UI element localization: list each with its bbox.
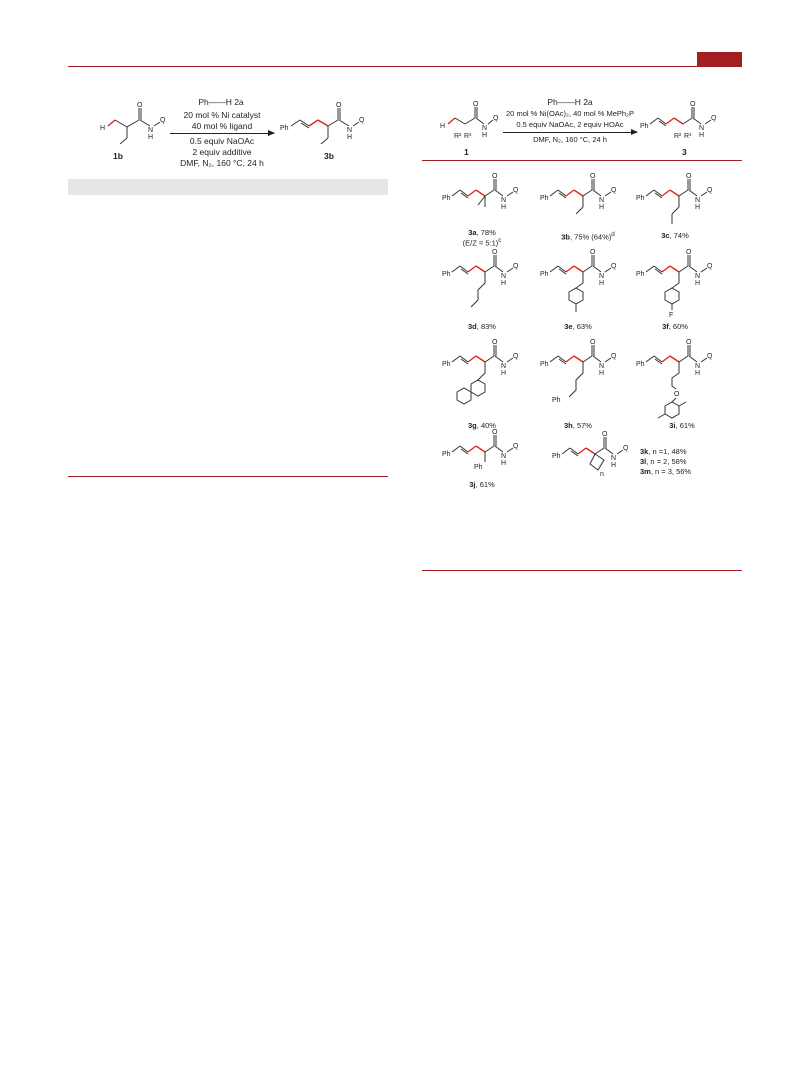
- svg-text:Ph: Ph: [280, 125, 289, 132]
- product-3h-structure: [540, 339, 620, 417]
- svg-text:N: N: [148, 127, 154, 134]
- svg-text:H: H: [695, 204, 701, 211]
- caption-3b: 3b, 75% $(64\%)^d$: [561, 231, 615, 242]
- product-3j-structure: [442, 429, 522, 476]
- svg-text:N: N: [695, 273, 701, 280]
- svg-text:Q: Q: [611, 263, 617, 270]
- product-3k-3m-structure: [552, 431, 634, 484]
- svg-text:N: N: [347, 127, 353, 134]
- svg-text:O: O: [590, 173, 596, 180]
- product-3b-structure: [540, 173, 620, 220]
- svg-text:R²: R²: [674, 133, 682, 140]
- svg-text:Q: Q: [513, 187, 519, 194]
- product-3-structure: [640, 101, 726, 144]
- svg-text:O: O: [492, 249, 498, 256]
- svg-text:Ph: Ph: [540, 271, 549, 278]
- caption-3d: 3d, 83%: [468, 322, 496, 331]
- svg-text:O: O: [602, 431, 608, 438]
- svg-text:Ph: Ph: [552, 397, 561, 404]
- svg-text:H: H: [599, 204, 605, 211]
- caption-3m: 3m, n = 3, 56%: [640, 467, 692, 477]
- condition-line: 0.5 equiv NaOAc, 2 equiv HOAc: [516, 120, 624, 129]
- svg-text:N: N: [699, 125, 705, 132]
- svg-text:H: H: [611, 462, 617, 469]
- condition-line: 20 mol % Ni catalyst: [183, 110, 261, 120]
- svg-text:R³: R³: [464, 133, 472, 140]
- product-3e-structure: [540, 249, 620, 322]
- table-top-rule: [422, 160, 742, 161]
- svg-text:Ph: Ph: [442, 451, 451, 458]
- atom-label: H: [100, 125, 106, 132]
- caption-3k: 3k, n =1, 48%: [640, 447, 687, 456]
- svg-text:H: H: [148, 134, 154, 141]
- table-bottom-rule: [68, 476, 388, 477]
- svg-text:Ph: Ph: [540, 195, 549, 202]
- svg-text:Ph: Ph: [442, 195, 451, 202]
- svg-text:O: O: [686, 339, 692, 346]
- product-3a-structure: [442, 173, 522, 220]
- condition-line: DMF, N₂, 160 °C, 24 h: [533, 135, 607, 144]
- substrate-1b-structure: [100, 104, 170, 148]
- product-label: 3b: [324, 151, 334, 161]
- svg-text:Q: Q: [611, 187, 617, 194]
- svg-text:O: O: [492, 173, 498, 180]
- caption-3a: 3a, 78%: [468, 228, 496, 237]
- svg-text:N: N: [599, 363, 605, 370]
- svg-text:O: O: [590, 249, 596, 256]
- svg-text:Q: Q: [707, 187, 713, 194]
- svg-text:Q: Q: [707, 353, 713, 360]
- svg-text:H: H: [501, 280, 507, 287]
- condition-line: 20 mol % Ni(OAc)₂, 40 mol % MePh₂P: [506, 109, 634, 118]
- svg-text:N: N: [501, 453, 507, 460]
- svg-text:H: H: [599, 370, 605, 377]
- svg-text:O: O: [590, 339, 596, 346]
- svg-text:H: H: [347, 134, 353, 141]
- caption-3f: 3f, 60%: [662, 322, 688, 331]
- condition-line: 0.5 equiv NaOAc: [189, 136, 255, 146]
- caption-3e: 3e, 63%: [564, 322, 592, 331]
- caption-3a-note: (E/Z = 5:1)$^c$: [462, 237, 502, 248]
- svg-text:O: O: [492, 429, 498, 436]
- svg-text:Ph: Ph: [442, 271, 451, 278]
- product-3c-structure: [636, 173, 716, 226]
- reagent-2a: Ph——H 2a: [547, 97, 593, 107]
- caption-3i: 3i, 61%: [669, 421, 695, 430]
- svg-text:H: H: [440, 123, 446, 130]
- svg-text:F: F: [669, 312, 674, 319]
- svg-text:O: O: [336, 102, 342, 109]
- caption-3g: 3g, 40%: [468, 421, 496, 430]
- svg-text:N: N: [611, 455, 617, 462]
- substrate-1-structure: [440, 101, 500, 144]
- svg-text:Ph: Ph: [640, 123, 649, 130]
- svg-text:Ph: Ph: [636, 271, 645, 278]
- svg-text:R²: R²: [454, 133, 462, 140]
- svg-text:O: O: [492, 339, 498, 346]
- svg-text:H: H: [482, 132, 488, 139]
- svg-text:N: N: [695, 197, 701, 204]
- reaction-arrow: [503, 132, 637, 133]
- svg-text:Q: Q: [513, 443, 519, 450]
- table-header-band: [68, 179, 388, 195]
- condition-line: 2 equiv additive: [192, 147, 252, 157]
- svg-text:Ph: Ph: [474, 464, 483, 471]
- header-tab: [697, 52, 742, 66]
- svg-text:H: H: [695, 280, 701, 287]
- svg-text:Q: Q: [707, 263, 713, 270]
- svg-text:Ph: Ph: [442, 361, 451, 368]
- substrate-label: 1: [464, 147, 469, 157]
- svg-text:Q: Q: [711, 115, 717, 122]
- svg-text:O: O: [473, 101, 479, 108]
- svg-text:O: O: [137, 102, 143, 109]
- product-3b-structure: [280, 104, 376, 148]
- svg-text:N: N: [501, 197, 507, 204]
- svg-text:Q: Q: [160, 117, 166, 124]
- substrate-label: 1b: [113, 151, 123, 161]
- svg-text:N: N: [599, 273, 605, 280]
- svg-text:Q: Q: [513, 263, 519, 270]
- svg-text:H: H: [695, 370, 701, 377]
- product-3i-structure: [636, 339, 716, 422]
- svg-text:N: N: [501, 273, 507, 280]
- svg-text:R³: R³: [684, 133, 692, 140]
- svg-text:O: O: [686, 249, 692, 256]
- product-label: 3: [682, 147, 687, 157]
- product-3f-structure: [636, 249, 716, 322]
- product-3g-structure: [442, 339, 522, 417]
- svg-text:Q: Q: [623, 445, 629, 452]
- reaction-arrow: [170, 133, 274, 134]
- svg-text:Q: Q: [359, 117, 365, 124]
- condition-line: 40 mol % ligand: [191, 121, 253, 131]
- svg-text:N: N: [482, 125, 488, 132]
- svg-text:Q: Q: [513, 353, 519, 360]
- svg-text:Ph: Ph: [636, 195, 645, 202]
- svg-text:N: N: [501, 363, 507, 370]
- svg-text:H: H: [501, 204, 507, 211]
- svg-text:Q: Q: [611, 353, 617, 360]
- caption-3k-3m: [640, 447, 691, 477]
- condition-line: DMF, N₂, 160 °C, 24 h: [180, 158, 264, 168]
- svg-text:N: N: [599, 197, 605, 204]
- svg-text:H: H: [501, 460, 507, 467]
- caption-3c: 3c, 74%: [661, 231, 689, 240]
- reagent-2a: Ph——H 2a: [198, 97, 244, 107]
- svg-text:Ph: Ph: [636, 361, 645, 368]
- header-rule: [68, 66, 742, 67]
- svg-text:O: O: [690, 101, 696, 108]
- caption-3j: 3j, 61%: [469, 480, 495, 489]
- product-3d-structure: [442, 249, 522, 314]
- table-bottom-rule: [422, 570, 742, 571]
- svg-text:N: N: [695, 363, 701, 370]
- svg-text:Ph: Ph: [540, 361, 549, 368]
- svg-text:H: H: [501, 370, 507, 377]
- svg-text:H: H: [699, 132, 705, 139]
- svg-text:n: n: [600, 471, 604, 478]
- svg-text:Ph: Ph: [552, 453, 561, 460]
- svg-text:O: O: [686, 173, 692, 180]
- caption-3l: 3l, n = 2, 58%: [640, 457, 687, 467]
- caption-3h: 3h, 57%: [564, 421, 592, 430]
- svg-text:Q: Q: [493, 115, 499, 122]
- svg-text:H: H: [599, 280, 605, 287]
- svg-text:O: O: [674, 391, 680, 398]
